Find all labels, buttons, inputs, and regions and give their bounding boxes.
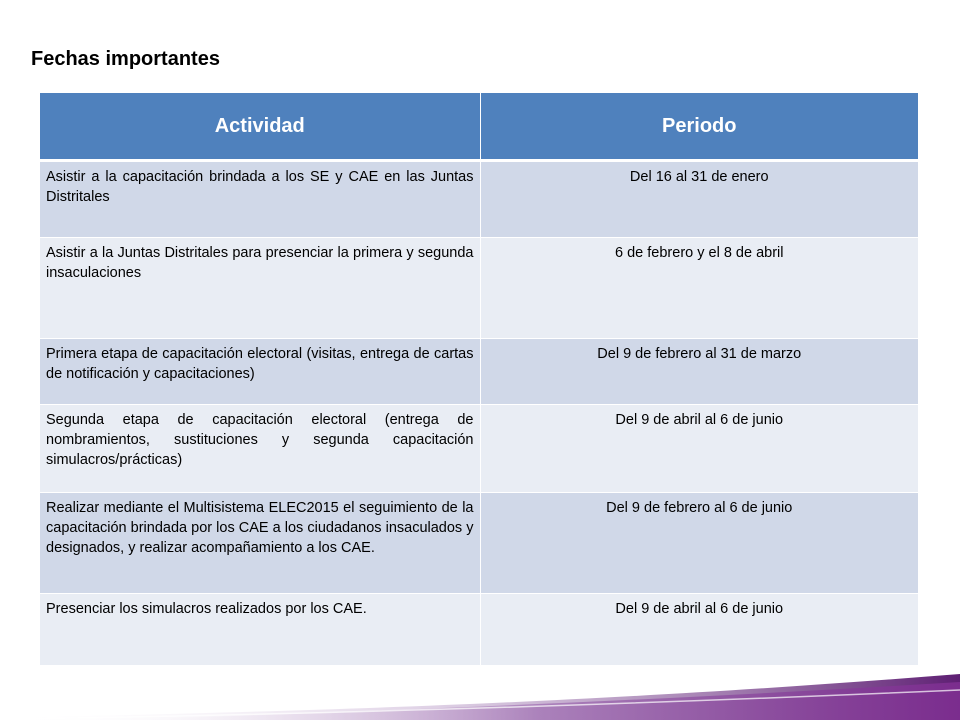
table-row	[40, 161, 918, 238]
table-row	[40, 238, 918, 339]
decorative-swoosh	[0, 660, 960, 720]
activity-cell: Asistir a la capacitación brindada a los SE y CAE en las Juntas Distritales	[40, 161, 480, 238]
table-row	[40, 493, 918, 594]
period-cell: 6 de febrero y el 8 de abril	[480, 238, 918, 339]
column-header-activity: Actividad	[40, 93, 480, 161]
column-header-period: Periodo	[480, 93, 918, 161]
page-title: Fechas importantes	[31, 48, 220, 70]
activity-cell: Presenciar los simulacros realizados por los CAE.	[40, 594, 480, 665]
table-row	[40, 405, 918, 493]
table-row	[40, 339, 918, 405]
period-cell: Del 16 al 31 de enero	[480, 161, 918, 238]
period-cell: Del 9 de febrero al 6 de junio	[480, 493, 918, 594]
period-cell: Del 9 de abril al 6 de junio	[480, 594, 918, 665]
schedule-table	[40, 93, 918, 665]
activity-cell: Primera etapa de capacitación electoral (visitas, entrega de cartas de notificación y capacitaciones)	[40, 339, 480, 405]
table-header-row	[40, 93, 918, 161]
activity-cell: Segunda etapa de capacitación electoral (entrega de nombramientos, sustituciones y segunda capacitación simulacros/prácticas)	[40, 405, 480, 493]
period-cell: Del 9 de abril al 6 de junio	[480, 405, 918, 493]
activity-cell: Realizar mediante el Multisistema ELEC2015 el seguimiento de la capacitación brindada por los CAE a los ciudadanos insaculados y designados, y realizar acompañamiento a los CAE.	[40, 493, 480, 594]
table-row	[40, 594, 918, 665]
period-cell: Del 9 de febrero al 31 de marzo	[480, 339, 918, 405]
activity-cell: Asistir a la Juntas Distritales para presenciar la primera y segunda insaculaciones	[40, 238, 480, 339]
